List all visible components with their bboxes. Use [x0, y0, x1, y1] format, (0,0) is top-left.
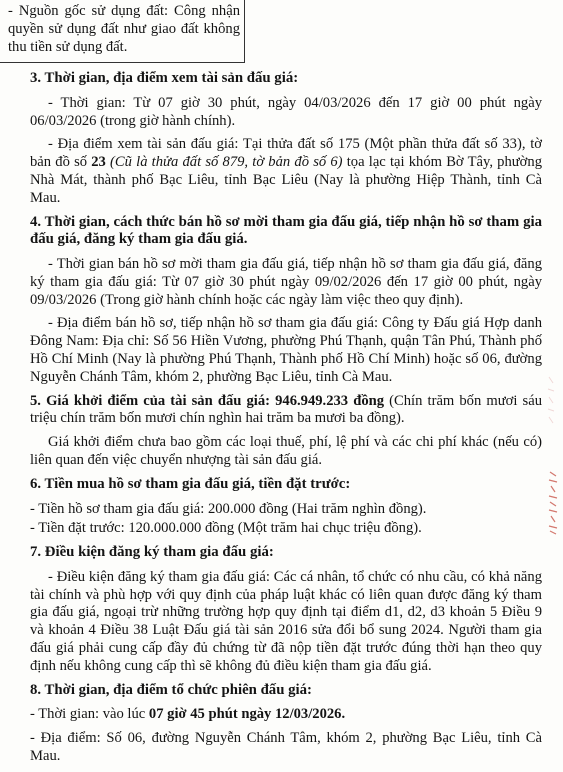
section-4-title: 4. Thời gian, cách thức bán hồ sơ mời tham gia đấu giá, tiếp nhận hồ sơ tham gia đấu giá, đăng ký tham gia đấu giá. — [30, 213, 542, 248]
section-4 — [30, 214, 542, 387]
section-3-title: 3. Thời gian, địa điểm xem tài sản đấu giá: — [30, 70, 299, 86]
land-origin-text: - Nguồn gốc sử dụng đất: Công nhận quyền sử dụng đất như giao đất không thu tiền sử dụng đất. — [8, 3, 240, 56]
section-3 — [30, 70, 542, 208]
auction-location: - Địa điểm: Số 06, đường Nguyễn Chánh Tâm, khóm 2, phường Bạc Liêu, tỉnh Cà Mau. — [30, 730, 542, 765]
section-3-location-lead: - Địa điểm xem tài sản đấu giá: Tại thửa đất số 175 (Một phần thửa đất số 33), tờ bản đồ số — [30, 136, 542, 171]
section-7 — [30, 544, 542, 676]
section-7-title: 7. Điều kiện đăng ký tham gia đấu giá: — [30, 544, 274, 561]
faint-margin-mark — [546, 375, 556, 425]
document-body — [30, 70, 542, 772]
starting-price-note: Giá khởi điểm chưa bao gồm các loại thuế, phí, lệ phí và các chi phí khác (nếu có) liên quan đến việc chuyển nhượng tài sản đấu giá. — [30, 434, 542, 468]
section-5-title: 5. Giá khởi điểm của tài sản đấu giá: — [30, 392, 276, 409]
red-stamp-mark — [547, 470, 559, 536]
section-4-location: - Địa điểm bán hồ sơ, tiếp nhận hồ sơ tham gia đấu giá: Công ty Đấu giá Hợp danh Đông Nam: Địa chỉ: Số 56 Hiền Vương, phường Phú Thạnh, quận Tân Phú, Thành phố Hồ Chí Minh (Nay là phường Phú Thạnh, Thành phố Hồ Chí Minh) hoặc số 06, đường Nguyễn Chánh Tâm, khóm 2, phường Bạc Liêu, tỉnh Cà Mau. — [30, 315, 542, 385]
old-parcel-note: (Cũ là thửa đất số 879, tờ bản đồ số 6) — [105, 154, 343, 171]
section-3-location — [30, 136, 542, 207]
section-6 — [30, 476, 542, 538]
map-sheet-number: 23 — [91, 154, 106, 171]
section-3-location-tail: tọa lạc tại khóm Bờ Tây, phường Nhà Mát, thành phố Bạc Liêu, tỉnh Bạc Liêu (Nay là phường Hiệp Thành, tỉnh Cà Mau. — [30, 154, 542, 206]
auction-time — [30, 706, 542, 724]
section-4-time: - Thời gian bán hồ sơ mời tham gia đấu giá, tiếp nhận hồ sơ tham gia đấu giá, đăng ký tham gia đấu giá: Từ 07 giờ 30 phút ngày 09/02/2026 đến 17 giờ 00 phút, ngày 09/03/2026 (Trong giờ hành chính hoặc các ngày làm việc theo quy định). — [30, 256, 542, 308]
dossier-fee: - Tiền hồ sơ tham gia đấu giá: 200.000 đồng (Hai trăm nghìn đồng). — [30, 500, 427, 517]
land-origin-table-cell — [0, 0, 245, 63]
section-8 — [30, 682, 542, 766]
section-6-title: 6. Tiền mua hồ sơ tham gia đấu giá, tiền đặt trước: — [30, 475, 351, 492]
starting-price-words: (Chín trăm bốn mươi sáu triệu chín trăm bốn mươi chín nghìn hai trăm ba mươi ba đồng). — [30, 392, 543, 427]
starting-price-paragraph — [30, 393, 542, 429]
section-8-title: 8. Thời gian, địa điểm tổ chức phiên đấu giá: — [30, 681, 312, 698]
registration-conditions: - Điều kiện đăng ký tham gia đấu giá: Các cá nhân, tổ chức có nhu cầu, có khả năng tài chính và phù hợp với quy định của pháp luật khác có liên quan được đăng ký tham gia đấu giá, ngoại trừ những trường hợp quy định tại điểm d1, d2, d3 khoản 5 Điều 9 và khoản 4 Điều 38 Luật Đấu giá tài sản 2016 sửa đổi bổ sung 2024. Người tham gia đấu giá phải cung cấp đầy đủ chứng từ đã nộp tiền đặt trước đúng thời hạn theo quy định nếu không cung cấp thì sẽ không đủ điều kiện tham gia đấu giá. — [30, 568, 542, 674]
deposit-amount: - Tiền đặt trước: 120.000.000 đồng (Một trăm hai chục triệu đồng). — [30, 520, 422, 537]
auction-time-value: 07 giờ 45 phút ngày 12/03/2026. — [148, 706, 346, 723]
section-3-time: - Thời gian: Từ 07 giờ 30 phút, ngày 04/03/2026 đến 17 giờ 00 phút ngày 06/03/2026 (trong giờ hành chính). — [30, 94, 542, 129]
auction-time-lead: - Thời gian: vào lúc — [30, 706, 149, 723]
section-5 — [30, 393, 542, 470]
starting-price-amount: 946.949.233 đồng — [275, 392, 385, 409]
